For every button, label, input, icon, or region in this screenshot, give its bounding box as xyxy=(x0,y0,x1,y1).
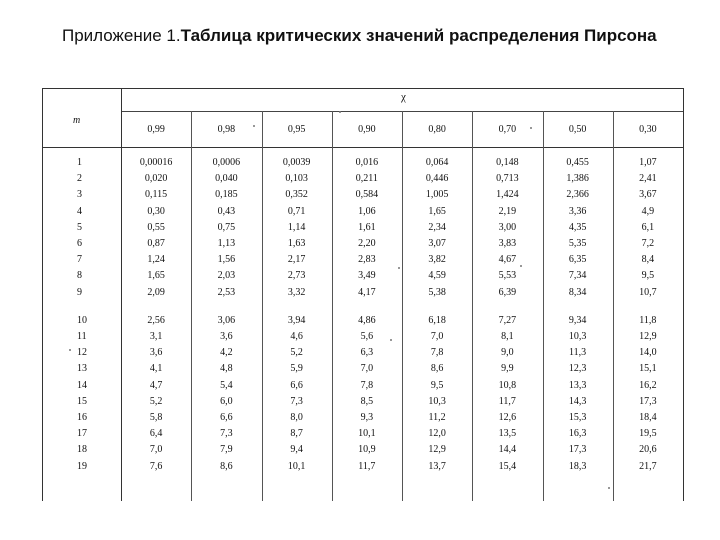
row-m-value: 13 xyxy=(77,363,87,375)
table-cell: 7,27 xyxy=(498,314,517,326)
table-cell: 5,35 xyxy=(568,238,587,249)
group-header-label: χ xyxy=(401,91,406,103)
table-cell: 17,3 xyxy=(568,444,587,456)
table-cell: 0,211 xyxy=(355,173,378,185)
table-cell: 9,9 xyxy=(501,363,514,375)
table-row xyxy=(43,396,683,412)
table-cell: 7,8 xyxy=(360,379,374,391)
table-cell: 4,9 xyxy=(641,205,655,217)
table-cell: 8,6 xyxy=(430,363,444,375)
table-cell: 14,0 xyxy=(639,347,657,359)
table-cell: 3,6 xyxy=(220,331,233,342)
table-cell: 6,4 xyxy=(149,428,163,440)
table-cell: 6,1 xyxy=(641,221,655,233)
table-cell: 2,20 xyxy=(358,238,376,249)
table-cell: 3,6 xyxy=(149,347,163,359)
table-cell: 3,07 xyxy=(428,238,446,249)
table-cell: 8,5 xyxy=(360,395,374,407)
table-cell: 6,6 xyxy=(220,412,233,423)
scan-speck xyxy=(520,265,522,267)
table-cell: 7,9 xyxy=(220,444,233,456)
table-cell: 7,3 xyxy=(290,395,303,407)
p-column-header: 0,30 xyxy=(639,124,657,135)
header-divider xyxy=(43,147,683,148)
table-row xyxy=(43,363,683,379)
table-cell: 13,3 xyxy=(568,379,587,391)
p-column-header: 0,99 xyxy=(147,124,165,135)
table-cell: 3,06 xyxy=(217,314,236,326)
table-cell: 11,7 xyxy=(498,395,516,407)
table-cell: 8,6 xyxy=(220,460,233,472)
table-row xyxy=(43,206,683,222)
row-m-value: 16 xyxy=(77,412,87,423)
table-cell: 5,38 xyxy=(428,286,446,298)
table-cell: 0,0006 xyxy=(212,157,241,168)
table-cell: 5,8 xyxy=(149,412,163,423)
row-m-value: 2 xyxy=(77,173,82,185)
table-cell: 7,2 xyxy=(641,238,655,249)
table-cell: 1,14 xyxy=(287,221,306,233)
row-m-value: 19 xyxy=(77,460,87,472)
table-cell: 7,34 xyxy=(568,270,587,282)
table-row xyxy=(43,347,683,363)
pearson-table xyxy=(42,88,684,501)
table-cell: 2,56 xyxy=(147,314,165,326)
p-column-header: 0,90 xyxy=(358,124,376,135)
table-cell: 0,713 xyxy=(496,173,519,185)
scan-speck xyxy=(339,111,341,113)
table-cell: 0,455 xyxy=(566,157,589,168)
table-cell: 0,185 xyxy=(215,189,238,201)
table-cell: 11,8 xyxy=(639,314,657,326)
table-cell: 16,3 xyxy=(568,428,587,440)
table-row xyxy=(43,270,683,286)
table-cell: 3,00 xyxy=(498,221,517,233)
table-cell: 3,94 xyxy=(287,314,306,326)
table-cell: 4,17 xyxy=(358,286,376,298)
table-cell: 5,6 xyxy=(360,331,374,342)
table-cell: 1,386 xyxy=(566,173,589,185)
title-prefix: Приложение 1. xyxy=(62,26,181,45)
table-cell: 6,39 xyxy=(498,286,517,298)
row-header-label: m xyxy=(73,115,81,126)
table-cell: 9,5 xyxy=(641,270,655,282)
table-cell: 0,016 xyxy=(355,157,379,168)
table-cell: 0,0039 xyxy=(282,157,311,168)
scan-speck xyxy=(530,127,532,129)
scan-speck xyxy=(608,487,610,489)
table-cell: 20,6 xyxy=(639,444,657,456)
table-cell: 12,3 xyxy=(568,363,587,375)
table-cell: 6,0 xyxy=(220,395,233,407)
row-m-value: 10 xyxy=(77,314,87,326)
table-cell: 0,020 xyxy=(144,173,168,185)
table-cell: 9,5 xyxy=(430,379,444,391)
table-cell: 3,67 xyxy=(639,189,657,201)
table-cell: 3,1 xyxy=(149,331,163,342)
table-cell: 1,424 xyxy=(496,189,519,201)
table-cell: 1,65 xyxy=(147,270,165,282)
table-cell: 8,7 xyxy=(290,428,303,440)
table-cell: 7,0 xyxy=(149,444,163,456)
table-cell: 1,07 xyxy=(639,157,657,168)
table-row xyxy=(43,315,683,331)
scan-speck xyxy=(253,125,255,127)
scan-speck xyxy=(69,349,71,351)
table-cell: 0,148 xyxy=(496,157,519,168)
table-cell: 1,63 xyxy=(287,238,306,249)
table-cell: 9,34 xyxy=(568,314,587,326)
table-row xyxy=(43,222,683,238)
table-cell: 16,2 xyxy=(639,379,657,391)
table-cell: 14,3 xyxy=(568,395,587,407)
row-m-value: 18 xyxy=(77,444,87,456)
table-cell: 7,8 xyxy=(430,347,444,359)
table-row xyxy=(43,444,683,460)
table-cell: 11,7 xyxy=(358,460,376,472)
table-cell: 0,71 xyxy=(287,205,306,217)
table-cell: 3,49 xyxy=(358,270,376,282)
table-cell: 4,7 xyxy=(149,379,163,391)
row-m-value: 11 xyxy=(77,331,87,342)
row-m-value: 4 xyxy=(77,205,82,217)
table-cell: 10,7 xyxy=(639,286,657,298)
table-cell: 4,6 xyxy=(290,331,303,342)
table-cell: 2,73 xyxy=(287,270,306,282)
table-row xyxy=(43,254,683,270)
scan-speck xyxy=(390,339,392,341)
table-cell: 2,83 xyxy=(358,254,376,266)
table-cell: 11,3 xyxy=(569,347,587,359)
table-cell: 2,09 xyxy=(147,286,165,298)
table-cell: 4,59 xyxy=(428,270,446,282)
table-cell: 9,3 xyxy=(360,412,374,423)
table-row xyxy=(43,238,683,254)
table-cell: 0,87 xyxy=(147,238,165,249)
table-cell: 6,3 xyxy=(360,347,374,359)
table-cell: 2,19 xyxy=(498,205,517,217)
table-cell: 0,00016 xyxy=(139,157,173,168)
table-cell: 0,30 xyxy=(147,205,165,217)
table-row xyxy=(43,157,683,173)
table-cell: 5,2 xyxy=(290,347,303,359)
table-cell: 7,0 xyxy=(430,331,444,342)
table-cell: 1,005 xyxy=(425,189,449,201)
table-cell: 4,1 xyxy=(149,363,163,375)
table-cell: 6,18 xyxy=(428,314,446,326)
table-row xyxy=(43,428,683,444)
p-column-header: 0,98 xyxy=(217,124,236,135)
table-cell: 15,1 xyxy=(639,363,657,375)
table-cell: 0,584 xyxy=(355,189,379,201)
table-cell: 14,4 xyxy=(498,444,517,456)
table-cell: 0,352 xyxy=(285,189,308,201)
table-cell: 0,040 xyxy=(215,173,238,185)
row-m-value: 5 xyxy=(77,221,82,233)
table-row xyxy=(43,331,683,347)
p-column-header: 0,80 xyxy=(428,124,446,135)
row-m-value: 12 xyxy=(77,347,87,359)
table-cell: 2,17 xyxy=(287,254,306,266)
title-main: Таблица критических значений распределения Пирсона xyxy=(180,26,657,45)
table-cell: 0,55 xyxy=(147,221,165,233)
table-cell: 7,6 xyxy=(149,460,163,472)
table-cell: 3,36 xyxy=(568,205,587,217)
table-cell: 18,3 xyxy=(568,460,587,472)
table-cell: 5,53 xyxy=(498,270,517,282)
row-m-value: 9 xyxy=(77,286,82,298)
table-cell: 21,7 xyxy=(639,460,657,472)
table-cell: 1,61 xyxy=(358,221,376,233)
table-cell: 12,6 xyxy=(498,412,517,423)
table-cell: 15,3 xyxy=(568,412,587,423)
table-cell: 4,2 xyxy=(220,347,233,359)
table-cell: 0,446 xyxy=(425,173,449,185)
table-cell: 7,0 xyxy=(360,363,374,375)
table-cell: 4,67 xyxy=(498,254,517,266)
row-m-value: 6 xyxy=(77,238,82,249)
table-cell: 8,0 xyxy=(290,412,303,423)
table-cell: 8,1 xyxy=(501,331,514,342)
row-m-value: 7 xyxy=(77,254,82,266)
table-cell: 1,13 xyxy=(217,238,236,249)
table-cell: 10,9 xyxy=(358,444,376,456)
table-cell: 10,1 xyxy=(287,460,306,472)
table-cell: 10,8 xyxy=(498,379,517,391)
table-cell: 10,3 xyxy=(568,331,587,342)
table-cell: 7,3 xyxy=(220,428,233,440)
p-column-header: 0,70 xyxy=(498,124,517,135)
table-cell: 15,4 xyxy=(498,460,517,472)
table-row xyxy=(43,287,683,303)
table-row xyxy=(43,173,683,189)
p-column-header: 0,50 xyxy=(568,124,587,135)
table-row xyxy=(43,461,683,477)
table-cell: 9,0 xyxy=(501,347,514,359)
table-cell: 13,5 xyxy=(498,428,517,440)
page-title xyxy=(62,26,657,46)
table-cell: 0,115 xyxy=(145,189,168,201)
table-cell: 13,7 xyxy=(428,460,446,472)
table-cell: 12,9 xyxy=(639,331,657,342)
table-cell: 2,53 xyxy=(217,286,236,298)
row-m-value: 17 xyxy=(77,428,87,440)
table-row xyxy=(43,189,683,205)
table-cell: 11,2 xyxy=(428,412,446,423)
table-cell: 1,24 xyxy=(147,254,165,266)
table-row xyxy=(43,412,683,428)
table-cell: 10,3 xyxy=(428,395,446,407)
p-column-header: 0,95 xyxy=(287,124,306,135)
table-cell: 8,34 xyxy=(568,286,587,298)
table-cell: 1,06 xyxy=(358,205,376,217)
table-cell: 2,34 xyxy=(428,221,446,233)
table-cell: 2,03 xyxy=(217,270,236,282)
table-cell: 0,43 xyxy=(217,205,236,217)
table-cell: 1,56 xyxy=(217,254,236,266)
row-m-value: 8 xyxy=(77,270,82,282)
table-cell: 5,2 xyxy=(149,395,163,407)
table-cell: 18,4 xyxy=(639,412,657,423)
table-cell: 8,4 xyxy=(641,254,655,266)
table-cell: 9,4 xyxy=(290,444,303,456)
row-m-value: 15 xyxy=(77,395,87,407)
row-m-value: 1 xyxy=(77,157,82,168)
table-row xyxy=(43,380,683,396)
table-cell: 3,32 xyxy=(287,286,306,298)
table-cell: 4,86 xyxy=(358,314,376,326)
group-header-band xyxy=(121,89,683,112)
table-cell: 2,41 xyxy=(639,173,657,185)
table-cell: 3,83 xyxy=(498,238,517,249)
table-cell: 4,8 xyxy=(220,363,233,375)
table-cell: 17,3 xyxy=(639,395,657,407)
table-cell: 6,6 xyxy=(290,379,303,391)
table-cell: 0,75 xyxy=(217,221,236,233)
table-cell: 10,1 xyxy=(358,428,376,440)
table-cell: 19,5 xyxy=(639,428,657,440)
table-cell: 1,65 xyxy=(428,205,446,217)
table-cell: 0,103 xyxy=(285,173,308,185)
table-cell: 4,35 xyxy=(568,221,587,233)
scan-speck xyxy=(398,267,400,269)
table-cell: 5,9 xyxy=(290,363,303,375)
table-cell: 12,0 xyxy=(428,428,446,440)
table-cell: 12,9 xyxy=(428,444,446,456)
table-cell: 0,064 xyxy=(425,157,449,168)
table-cell: 5,4 xyxy=(220,379,233,391)
table-cell: 2,366 xyxy=(566,189,589,201)
row-m-value: 3 xyxy=(77,189,82,201)
table-cell: 6,35 xyxy=(568,254,587,266)
row-m-value: 14 xyxy=(77,379,87,391)
table-cell: 3,82 xyxy=(428,254,446,266)
